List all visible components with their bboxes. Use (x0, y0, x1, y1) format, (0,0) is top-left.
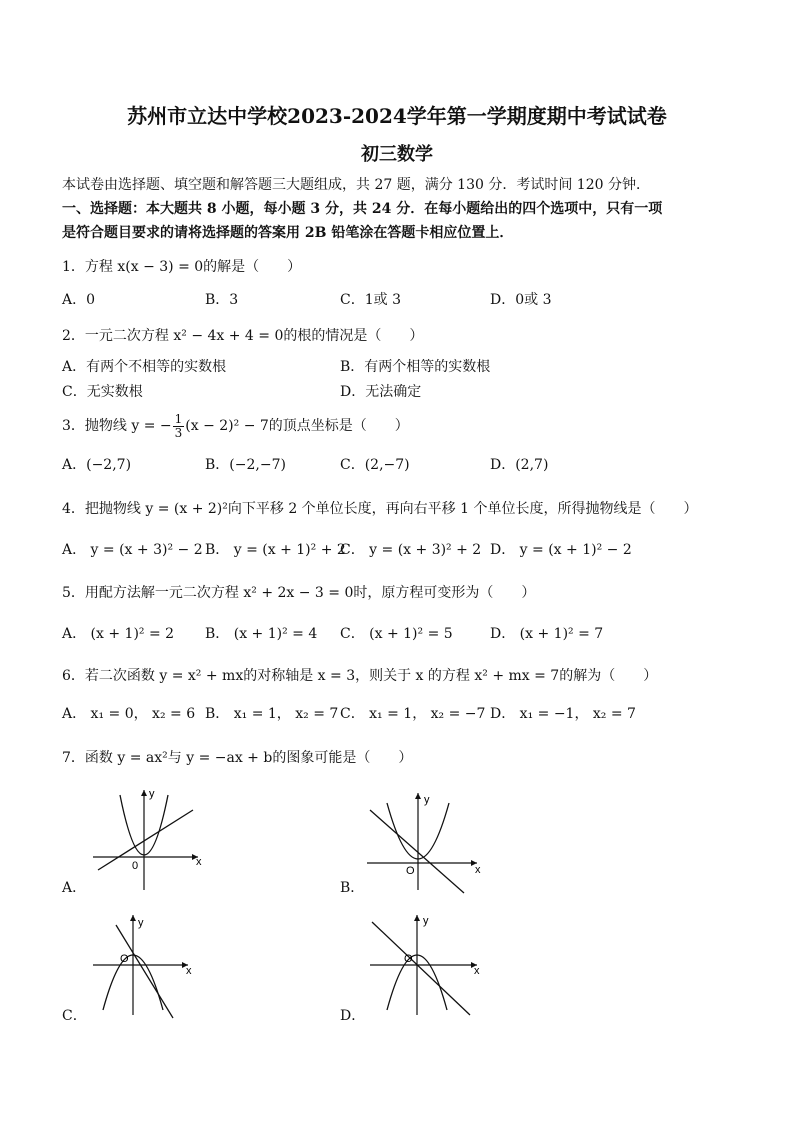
question-6-option-d: D． x₁ = −1， x₂ = 7 (490, 706, 636, 722)
question-2-stem (62, 326, 423, 346)
question-1-option-c: C．1或 3 (340, 292, 401, 308)
section-heading-line1: 一、选择题：本大题共 8 小题，每小题 3 分，共 24 分．在每小题给出的四个选项中，只有一项 (62, 201, 663, 217)
graph-c-x-label: x (186, 965, 192, 977)
question-3-equation: (x − 2)² − 7 (185, 418, 269, 434)
question-1-prefix: 1．方程 (62, 259, 118, 275)
question-3-option-c: C．(2,−7) (340, 457, 410, 473)
question-3-stem (62, 412, 409, 440)
graph-b-line (370, 810, 464, 893)
question-5-option-a: A． (x + 1)² = 2 (62, 626, 175, 642)
question-2-option-a: A．有两个不相等的实数根 (62, 359, 227, 375)
graph-d-origin-label: O (404, 953, 413, 965)
page-title: 苏州市立达中学校2023-2024学年第一学期度期中考试试卷 (127, 104, 667, 128)
question-6-equation-3: x² + mx = 7 (474, 668, 560, 684)
question-5-stem (62, 583, 535, 603)
question-5-equation: x² + 2x − 3 = 0 (243, 585, 354, 601)
question-7-option-b: B． (340, 880, 365, 896)
question-4-option-a: A． y = (x + 3)² − 2 (62, 542, 203, 558)
question-5-option-d: D． (x + 1)² = 7 (490, 626, 604, 642)
question-4-suffix: 向下平移 2 个单位长度，再向右平移 1 个单位长度，所得抛物线是（ ） (227, 501, 698, 517)
question-4-option-b: B． y = (x + 1)² + 2 (205, 542, 346, 558)
question-7-suffix: 的图象可能是（ ） (272, 750, 413, 766)
question-4-prefix: 4．把抛物线 (62, 501, 146, 517)
graph-d-x-label: x (474, 965, 480, 977)
question-7-stem (62, 748, 412, 768)
question-1-equation: x(x − 3) = 0 (117, 259, 204, 275)
question-1-suffix: 的解是（ ） (203, 259, 302, 275)
question-7-prefix: 7．函数 (62, 750, 118, 766)
question-6-option-a: A． x₁ = 0， x₂ = 6 (62, 706, 196, 722)
question-1-option-d: D．0或 3 (490, 292, 552, 308)
graph-b-x-label: x (475, 864, 481, 876)
question-3-fraction-numerator: 1 (174, 411, 183, 426)
question-6-equation-2: x = 3 (317, 668, 356, 684)
question-3-option-b: B．(−2,−7) (205, 457, 286, 473)
question-7-option-d: D． (340, 1008, 366, 1024)
graph-d-y-arrow (414, 915, 420, 921)
question-4-option-c: C． y = (x + 3)² + 2 (340, 542, 482, 558)
question-2-option-d: D．无法确定 (340, 384, 422, 400)
question-5-suffix: 时，原方程可变形为（ ） (353, 585, 536, 601)
question-2-option-b: B．有两个相等的实数根 (340, 359, 491, 375)
question-1-stem (62, 257, 301, 277)
page-subtitle: 初三数学 (361, 144, 433, 165)
graph-a-x-label: x (196, 856, 202, 868)
question-3-fraction-denominator: 3 (174, 425, 183, 440)
graph-d-y-label: y (423, 915, 429, 927)
question-6-option-c: C． x₁ = 1， x₂ = −7 (340, 706, 486, 722)
graph-c-y-arrow (130, 915, 136, 921)
question-5-prefix: 5．用配方法解一元二次方程 (62, 585, 244, 601)
question-2-suffix: 的根的情况是（ ） (283, 328, 424, 344)
question-7-equation-2: y = −ax + b (186, 750, 273, 766)
question-1-option-b: B．3 (205, 292, 239, 308)
question-4-equation: y = (x + 2)² (145, 501, 228, 517)
question-5-option-b: B． (x + 1)² = 4 (205, 626, 318, 642)
graph-d-line (372, 922, 470, 1015)
graph-a-origin-label: 0 (132, 860, 139, 872)
graph-d (362, 910, 492, 1020)
question-3-option-a: A．(−2,7) (62, 457, 132, 473)
graph-a-y-arrow (141, 790, 147, 796)
question-7-equation-1: y = ax² (117, 750, 168, 766)
section-heading-line2: 是符合题目要求的请将选择题的答案用 2B 铅笔涂在答题卡相应位置上． (62, 225, 514, 241)
question-2-prefix: 2．一元二次方程 (62, 328, 174, 344)
question-6-stem (62, 666, 657, 686)
question-7-text: 与 (167, 750, 187, 766)
question-2-equation: x² − 4x + 4 = 0 (173, 328, 284, 344)
question-6-equation-1: y = x² + mx (159, 668, 244, 684)
question-7-option-c: C． (62, 1008, 87, 1024)
graph-b-y-label: y (424, 794, 430, 806)
question-6-prefix: 6．若二次函数 (62, 668, 160, 684)
graph-a (88, 785, 218, 895)
question-6-text-1: 的对称轴是 (243, 668, 318, 684)
question-6-option-b: B． x₁ = 1， x₂ = 7 (205, 706, 339, 722)
question-6-text-2: ，则关于 x 的方程 (355, 668, 475, 684)
question-3-prefix: 3．抛物线 y = − (62, 418, 172, 434)
question-7-option-a: A． (62, 880, 87, 896)
question-4-option-d: D． y = (x + 1)² − 2 (490, 542, 632, 558)
graph-c-origin-label: O (120, 953, 129, 965)
exam-intro: 本试卷由选择题、填空题和解答题三大题组成，共 27 题，满分 130 分．考试时间 120 分钟． (62, 177, 650, 193)
graph-c (88, 910, 203, 1020)
question-3-option-d: D．(2,7) (490, 457, 549, 473)
graph-a-y-label: y (149, 788, 155, 800)
graph-c-y-label: y (138, 917, 144, 929)
question-6-suffix: 的解为（ ） (559, 668, 658, 684)
question-3-suffix: 的顶点坐标是（ ） (268, 418, 409, 434)
graph-b-origin-label: O (406, 865, 415, 877)
graph-b (362, 785, 492, 895)
graph-a-line (98, 810, 193, 870)
question-5-option-c: C． (x + 1)² = 5 (340, 626, 453, 642)
question-4-stem (62, 499, 698, 519)
graph-c-line (116, 925, 173, 1018)
question-2-option-c: C．无实数根 (62, 384, 143, 400)
graph-b-y-arrow (415, 793, 421, 799)
question-3-fraction (173, 413, 185, 440)
question-1-option-a: A．0 (62, 292, 96, 308)
